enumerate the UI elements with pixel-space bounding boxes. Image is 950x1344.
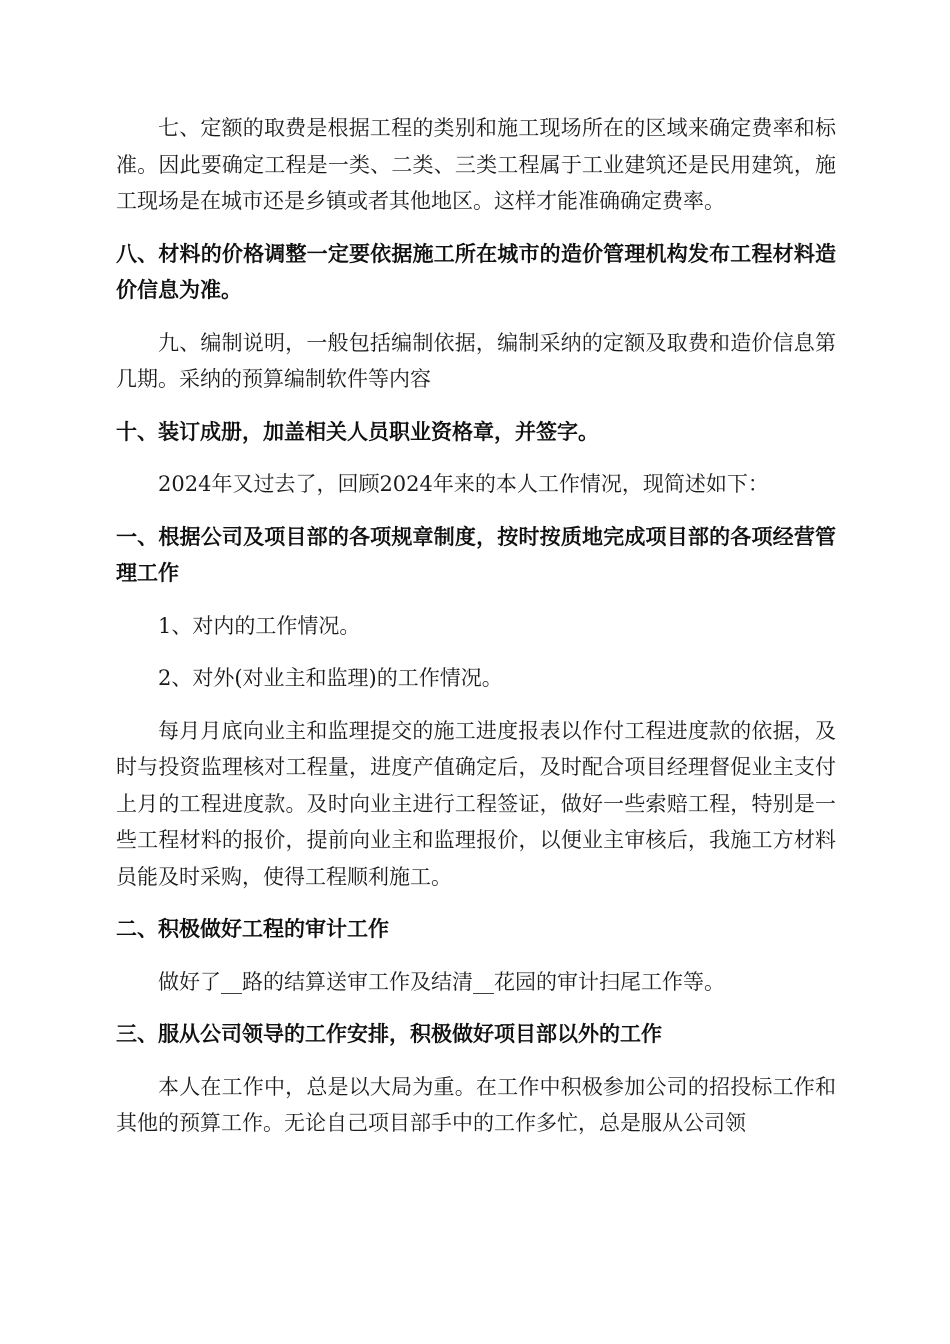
paragraph-item-9: 九、编制说明，一般包括编制依据，编制采纳的定额及取费和造价信息第几期。采纳的预算编制软件等内容 xyxy=(116,330,836,391)
heading-item-10: 十、装订成册，加盖相关人员职业资格章，并签字。 xyxy=(116,418,599,444)
paragraph-monthly-report: 每月月底向业主和监理提交的施工进度报表以作付工程进度款的依据，及时与投资监理核对工程量，进度产值确定后，及时配合项目经理督促业主支付上月的工程进度款。及时向业主进行工程签证，做好一些索赔工程，特别是一些工程材料的报价，提前向业主和监理报价，以便业主审核后，我施工方材料员能及时采购，使得工程顺利施工。 xyxy=(116,718,836,889)
paragraph-audit-work: 做好了__路的结算送审工作及结清__花园的审计扫尾工作等。 xyxy=(158,969,725,994)
paragraph-overall-work: 本人在工作中，总是以大局为重。在工作中积极参加公司的招投标工作和其他的预算工作。无论自己项目部手中的工作多忙，总是服从公司领 xyxy=(116,1074,836,1135)
paragraph-internal-work: 1、对内的工作情况。 xyxy=(158,613,361,638)
heading-item-8: 八、材料的价格调整一定要依据施工所在城市的造价管理机构发布工程材料造价信息为准。 xyxy=(116,240,836,302)
heading-section-2: 二、积极做好工程的审计工作 xyxy=(116,916,389,941)
document-body xyxy=(116,110,836,1158)
heading-section-3: 三、服从公司领导的工作安排，积极做好项目部以外的工作 xyxy=(116,1021,662,1046)
paragraph-item-7: 七、定额的取费是根据工程的类别和施工现场所在的区域来确定费率和标准。因此要确定工程是一类、二类、三类工程属于工业建筑还是民用建筑，施工现场是在城市还是乡镇或者其他地区。这样才能准确确定费率。 xyxy=(116,116,836,213)
paragraph-external-work: 2、对外(对业主和监理)的工作情况。 xyxy=(158,666,503,690)
paragraph-summary-intro: 2024年又过去了，回顾2024年来的本人工作情况，现简述如下： xyxy=(158,472,769,496)
heading-section-1: 一、根据公司及项目部的各项规章制度，按时按质地完成项目部的各项经营管理工作 xyxy=(116,523,836,585)
